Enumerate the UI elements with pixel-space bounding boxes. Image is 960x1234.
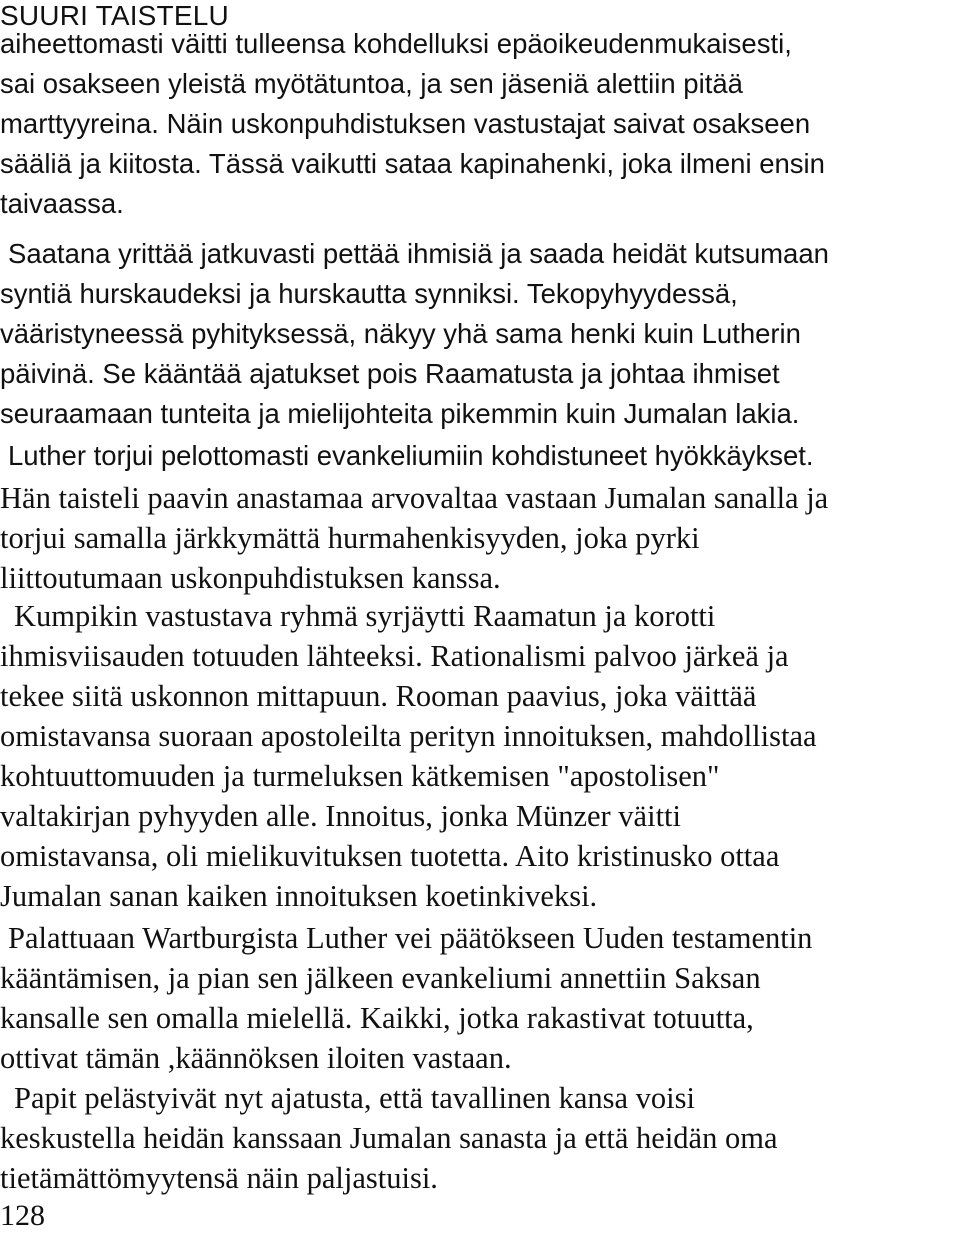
text-line: Jumalan sanan kaiken innoituksen koetinkiveksi. <box>0 879 598 913</box>
text-line: ihmisviisauden totuuden lähteeksi. Rationalismi palvoo järkeä ja <box>0 639 789 673</box>
text-line: ottivat tämän ,käännöksen iloiten vastaan. <box>0 1041 512 1075</box>
text-line: keskustella heidän kanssaan Jumalan sanasta ja että heidän oma <box>0 1121 778 1155</box>
text-line: Palattuaan Wartburgista Luther vei päätökseen Uuden testamentin <box>8 921 813 955</box>
text-line: aiheettomasti väitti tulleensa kohdelluksi epäoikeudenmukaisesti, <box>0 28 792 59</box>
text-line: liittoutumaan uskonpuhdistuksen kanssa. <box>0 561 501 595</box>
running-header: SUURI TAISTELU <box>0 0 229 31</box>
text-line: vääristyneessä pyhityksessä, näkyy yhä sama henki kuin Lutherin <box>0 318 801 349</box>
text-line: päivinä. Se kääntää ajatukset pois Raamatusta ja johtaa ihmiset <box>0 358 780 389</box>
text-line: marttyyreina. Näin uskonpuhdistuksen vastustajat saivat osakseen <box>0 108 811 139</box>
text-line: torjui samalla järkkymättä hurmahenkisyyden, joka pyrki <box>0 521 700 555</box>
text-line: taivaassa. <box>0 188 124 219</box>
text-line: seuraamaan tunteita ja mielijohteita pikemmin kuin Jumalan lakia. <box>0 398 800 429</box>
text-line: tekee siitä uskonnon mittapuun. Rooman paavius, joka väittää <box>0 679 757 713</box>
text-line: kohtuuttomuuden ja turmeluksen kätkemisen "apostolisen" <box>0 759 720 793</box>
text-line: omistavansa, oli mielikuvituksen tuotetta. Aito kristinusko ottaa <box>0 839 780 873</box>
text-line: sai osakseen yleistä myötätuntoa, ja sen jäseniä alettiin pitää <box>0 68 743 99</box>
text-line: syntiä hurskaudeksi ja hurskautta synniksi. Tekopyhyydessä, <box>0 278 738 309</box>
text-line: kansalle sen omalla mielellä. Kaikki, jotka rakastivat totuutta, <box>0 1001 754 1035</box>
text-line: Hän taisteli paavin anastamaa arvovaltaa vastaan Jumalan sanalla ja <box>0 481 829 515</box>
page-number: 128 <box>0 1199 45 1232</box>
text-line: Luther torjui pelottomasti evankeliumiin kohdistuneet hyökkäykset. <box>8 440 814 471</box>
text-line: sääliä ja kiitosta. Tässä vaikutti sataa kapinahenki, joka ilmeni ensin <box>0 148 825 179</box>
text-line: tietämättömyytensä näin paljastuisi. <box>0 1161 438 1195</box>
text-line: kääntämisen, ja pian sen jälkeen evankeliumi annettiin Saksan <box>0 961 761 995</box>
text-line: Papit pelästyivät nyt ajatusta, että tavallinen kansa voisi <box>14 1081 695 1115</box>
text-line: valtakirjan pyhyyden alle. Innoitus, jonka Münzer väitti <box>0 799 681 833</box>
text-line: Kumpikin vastustava ryhmä syrjäytti Raamatun ja korotti <box>14 599 716 633</box>
text-line: omistavansa suoraan apostoleilta perityn innoituksen, mahdollistaa <box>0 719 817 753</box>
text-line: Saatana yrittää jatkuvasti pettää ihmisiä ja saada heidät kutsumaan <box>8 238 829 269</box>
